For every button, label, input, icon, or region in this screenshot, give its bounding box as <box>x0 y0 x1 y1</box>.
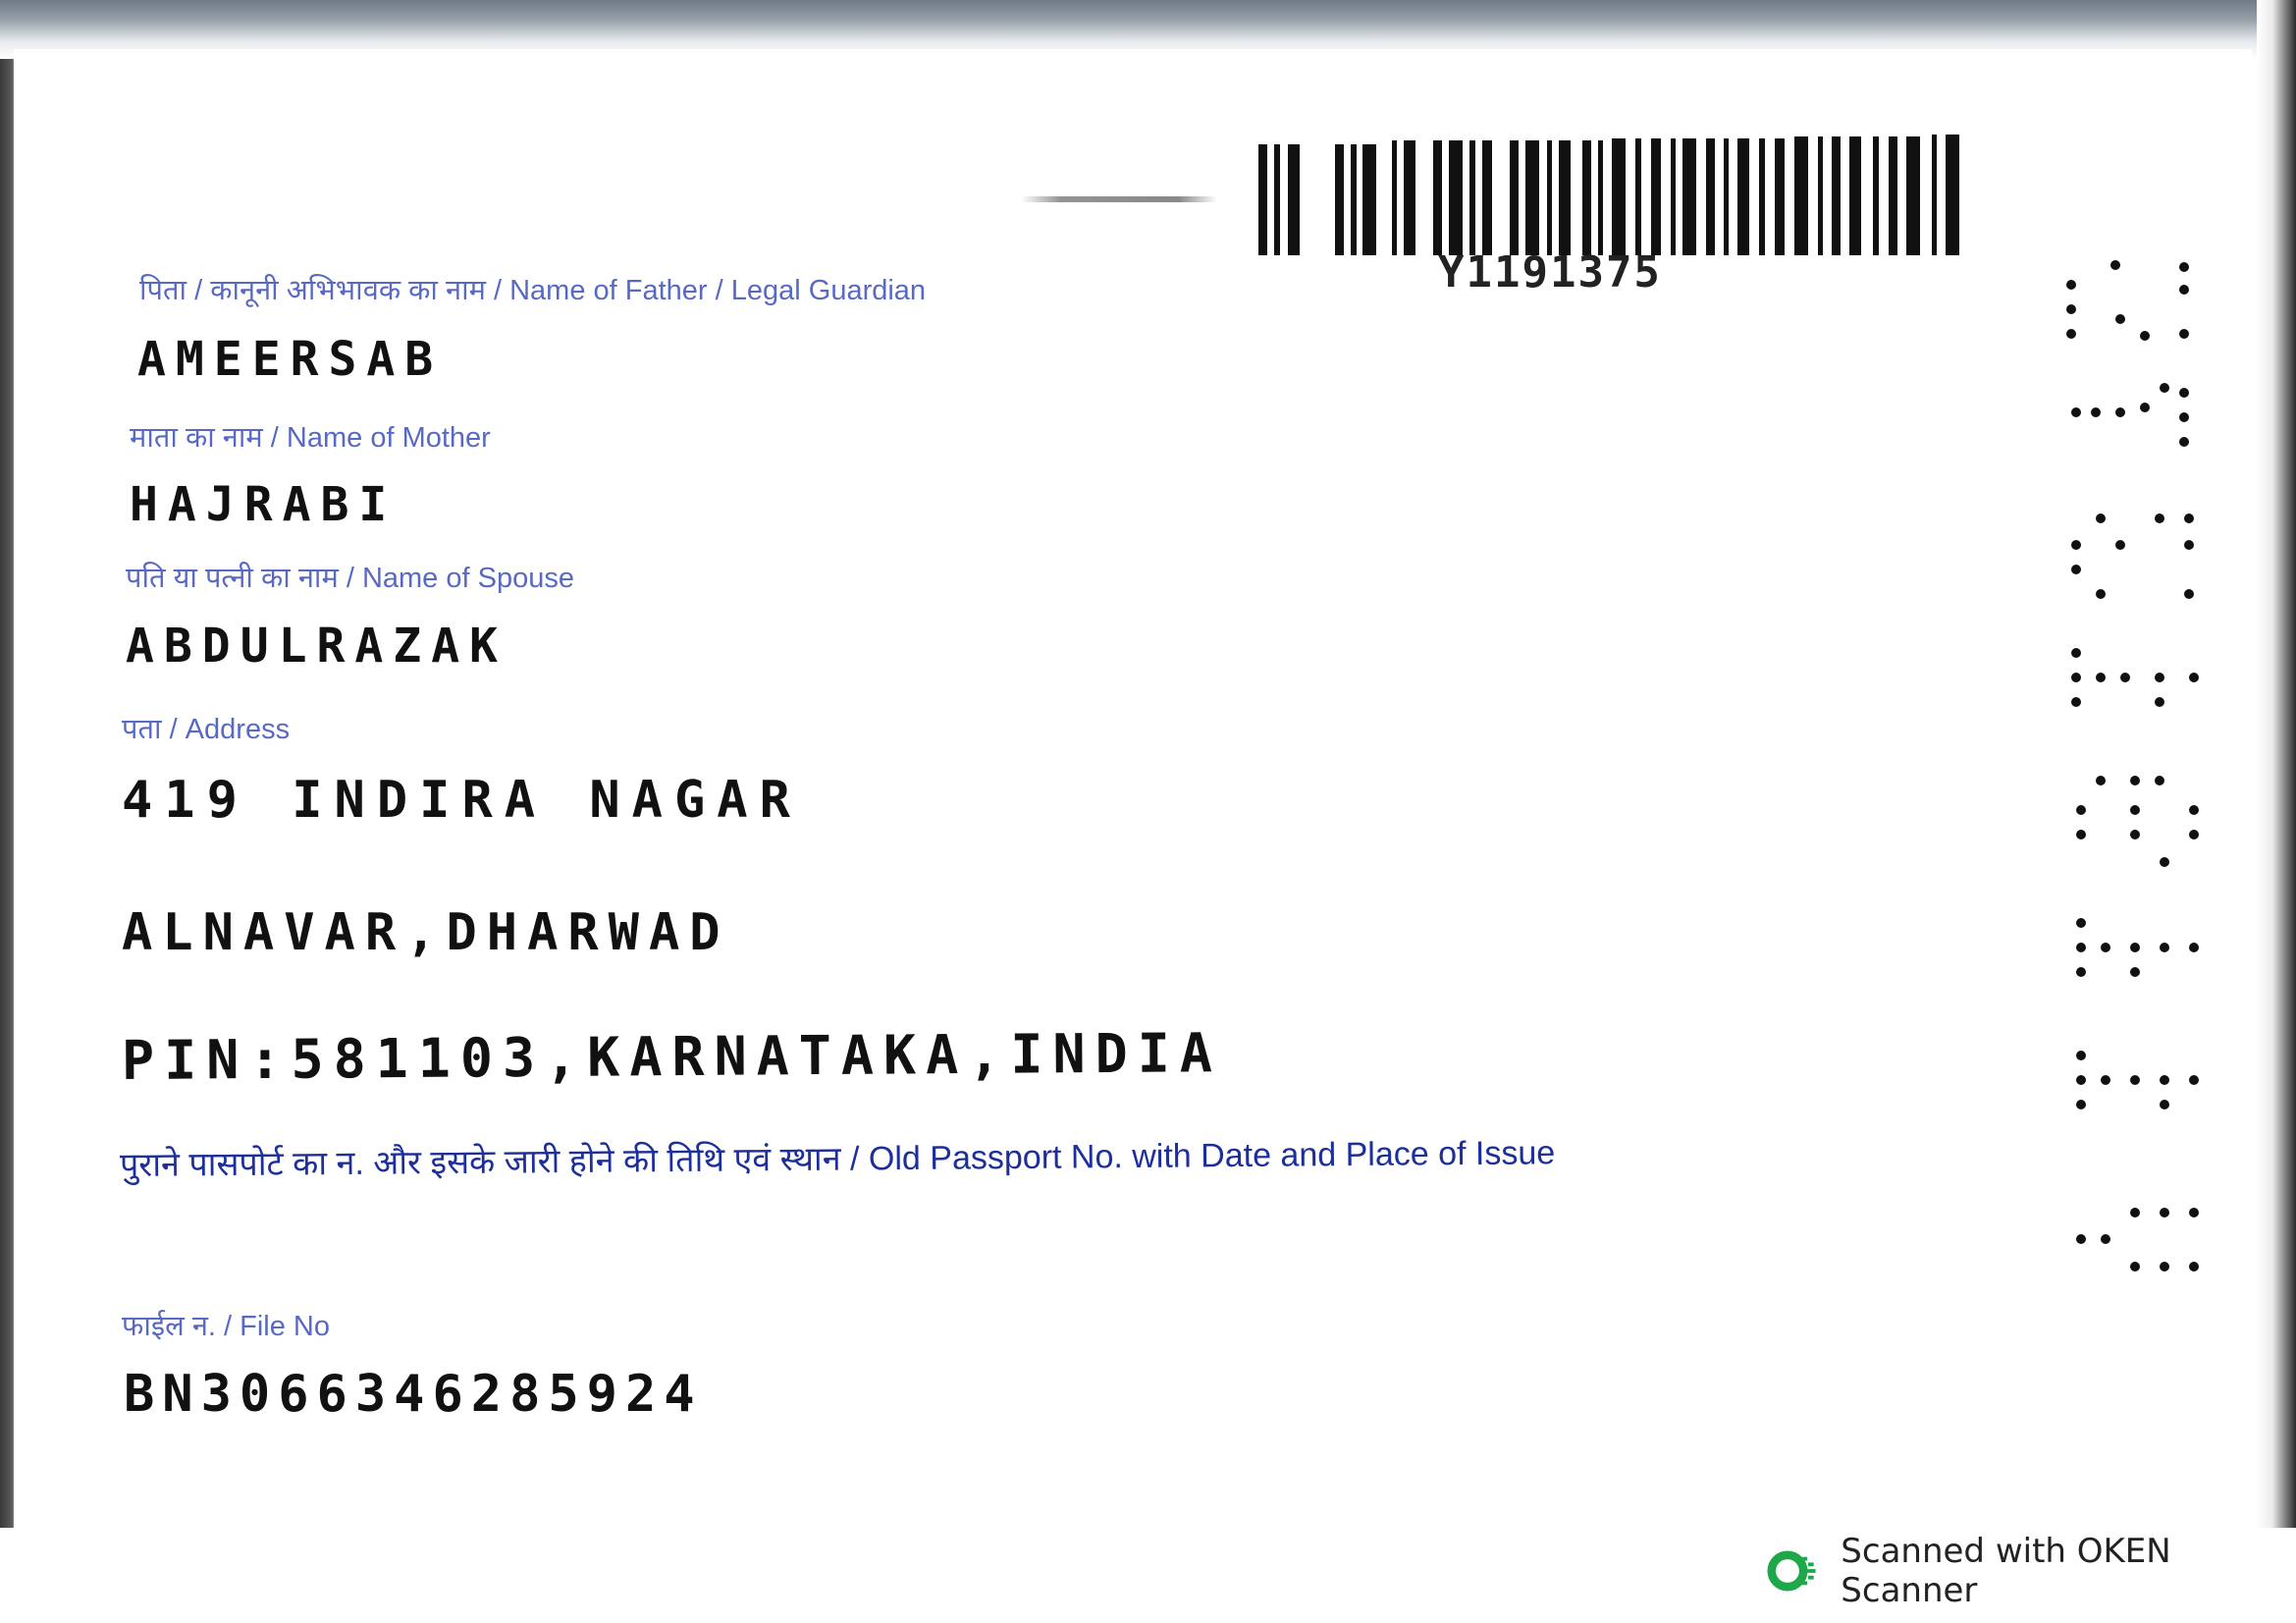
passport-number: Y1191375 <box>1438 247 1662 298</box>
father-name-label: पिता / कानूनी अभिभावक का नाम / Name of Father / Legal Guardian <box>139 275 927 306</box>
mother-name-value: HAJRABI <box>130 477 398 532</box>
old-passport-label: पुराने पासपोर्ट का न. और इसके जारी होने की तिथि एवं स्थान / Old Passport No. with Date and Place of Issue <box>119 1134 1556 1184</box>
file-no-value: BN3066346285924 <box>124 1365 703 1424</box>
perforation-pattern <box>2061 245 2218 1286</box>
scanner-text: Scanned with OKEN Scanner <box>1841 1532 2171 1610</box>
scanner-watermark <box>1767 1532 2296 1610</box>
spouse-name-label: पति या पत्नी का नाम / Name of Spouse <box>126 563 574 594</box>
mother-name-label: माता का नाम / Name of Mother <box>130 422 491 454</box>
decorative-dash <box>1021 196 1217 202</box>
address-line-2: ALNAVAR,DHARWAD <box>122 903 730 962</box>
page-right-edge <box>2257 0 2296 1528</box>
spouse-name-value: ABDULRAZAK <box>126 619 507 674</box>
address-line-3: PIN:581103,KARNATAKA,INDIA <box>121 1021 1223 1092</box>
file-no-label: फाईल न. / File No <box>122 1311 331 1342</box>
oken-logo-icon <box>1767 1546 1821 1596</box>
address-label: पता / Address <box>122 714 291 745</box>
father-name-value: AMEERSAB <box>137 332 444 387</box>
barcode <box>1258 133 1973 255</box>
address-line-1: 419 INDIRA NAGAR <box>122 771 802 830</box>
